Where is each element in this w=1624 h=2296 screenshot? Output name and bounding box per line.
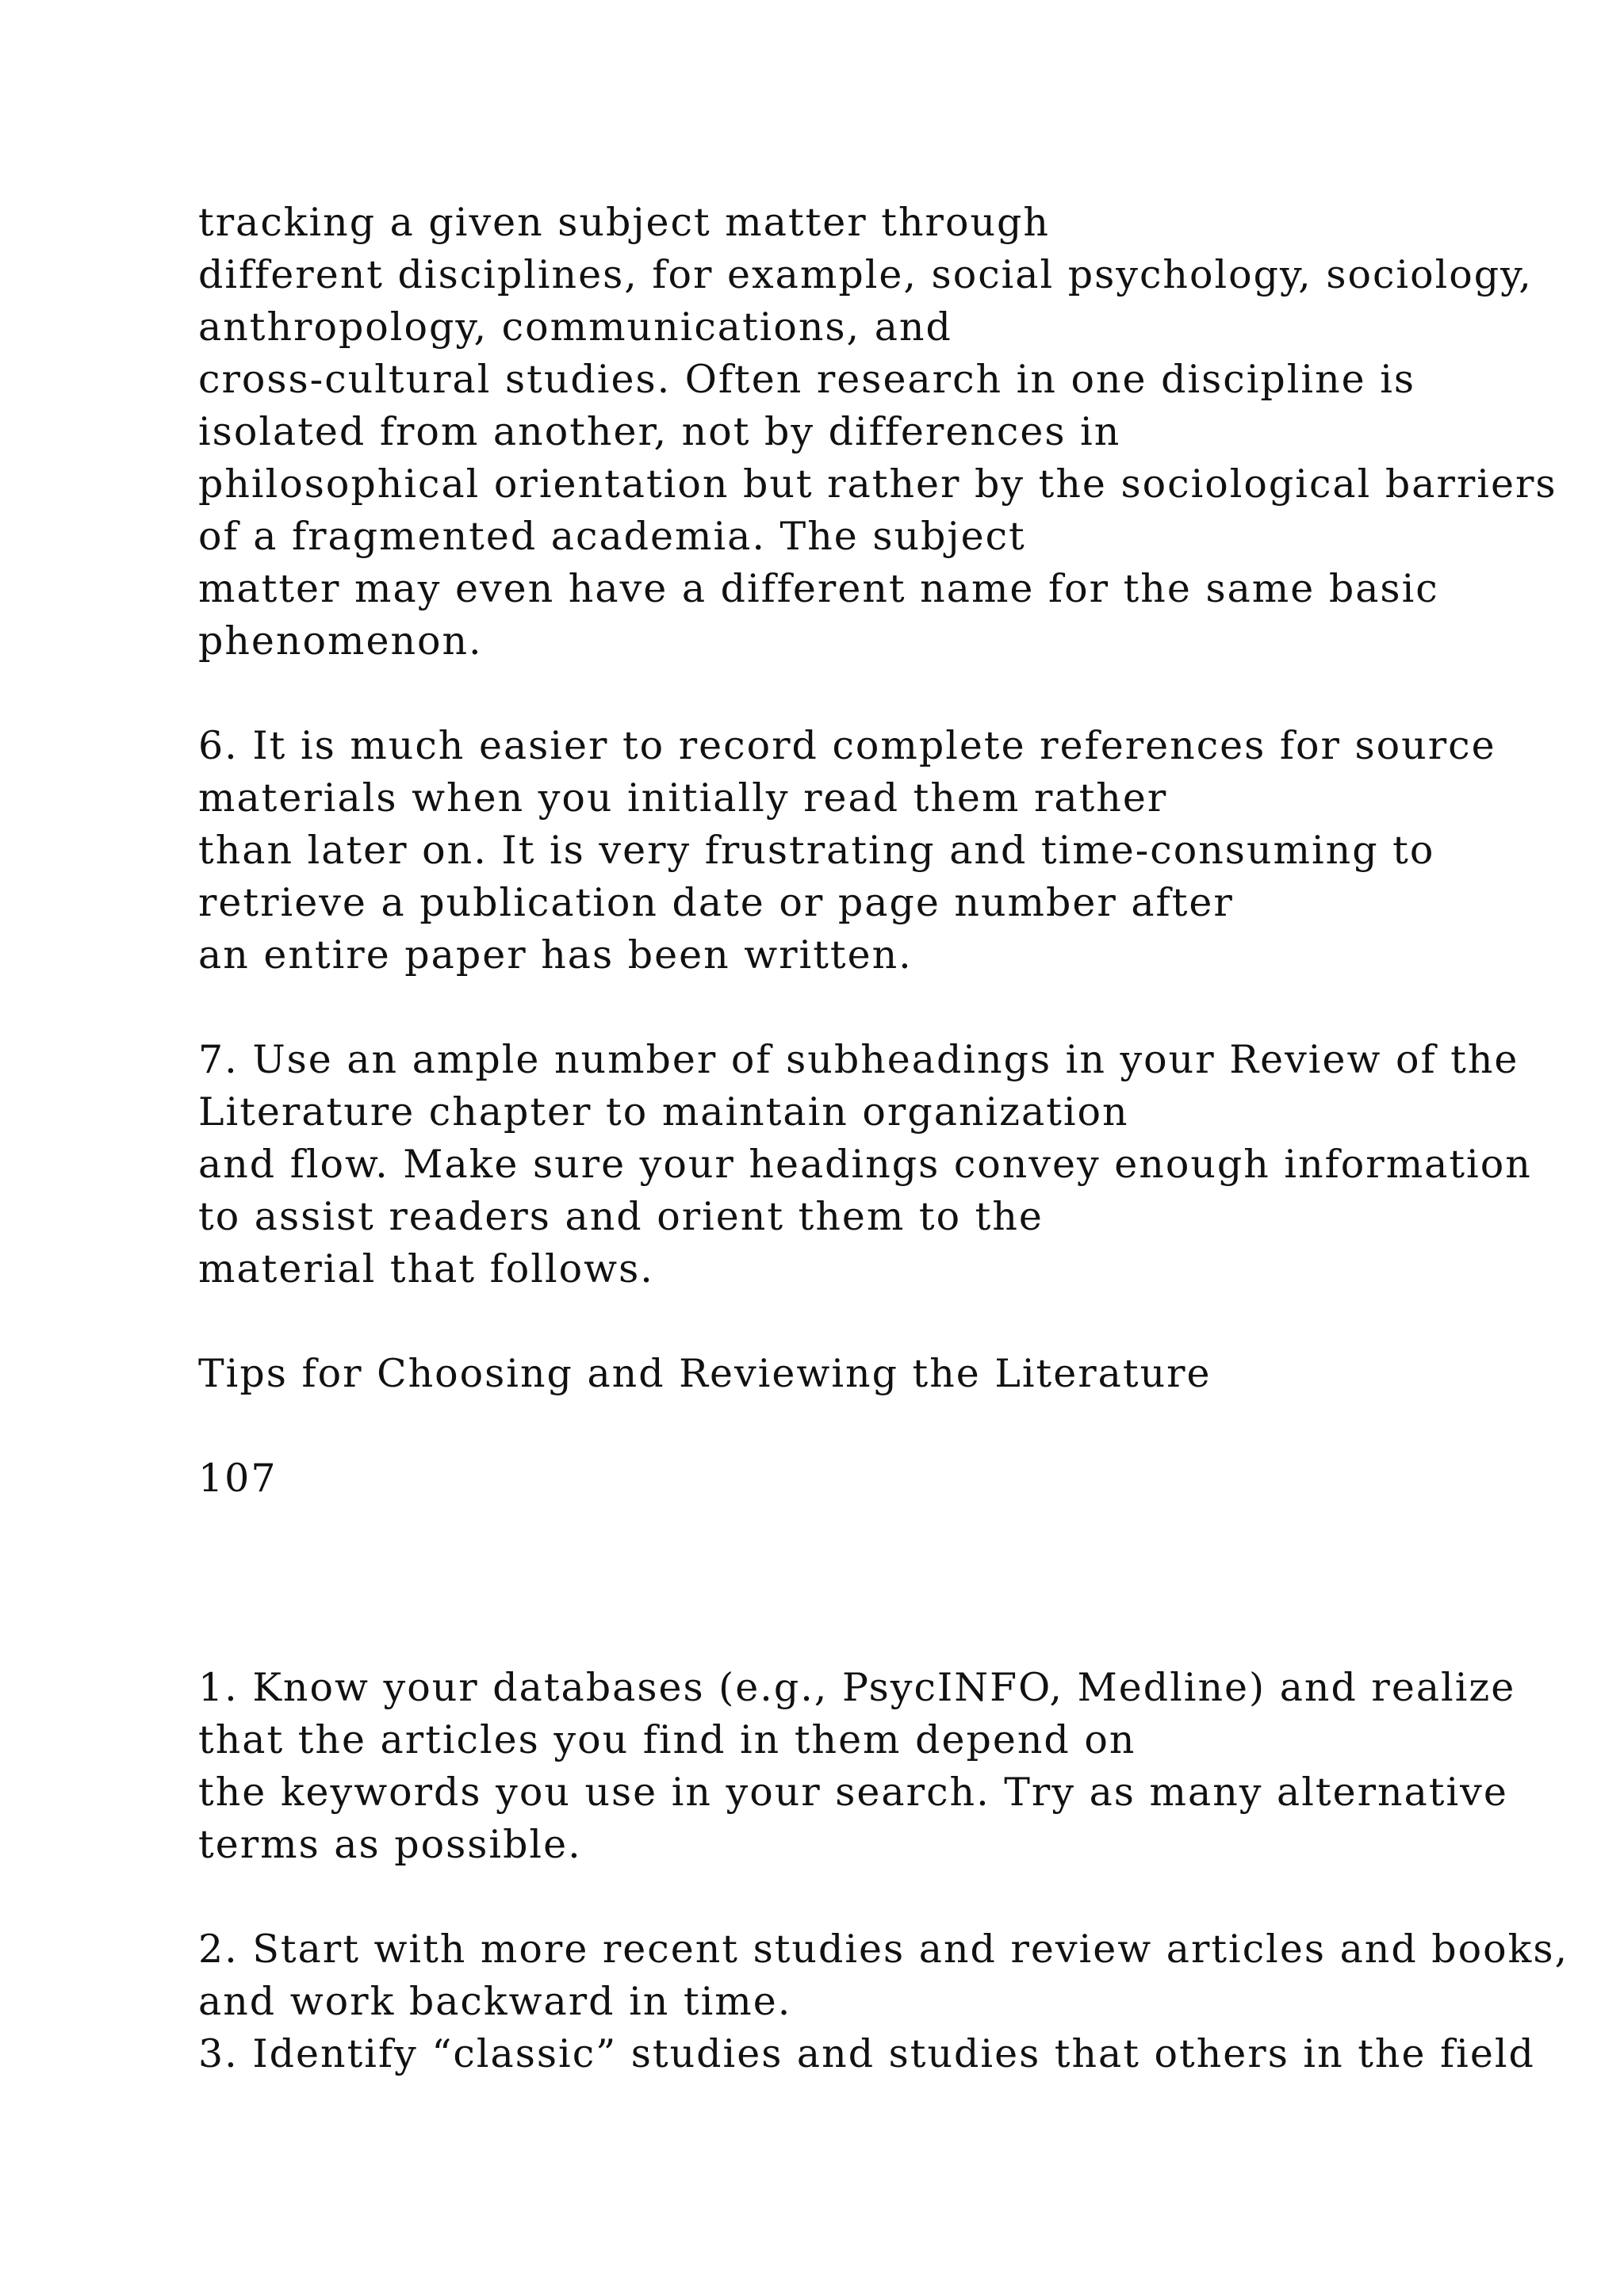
paragraph-spacer: [198, 982, 1594, 1034]
text-line: Literature chapter to maintain organization: [198, 1089, 1129, 1135]
paragraph-5-continued: [198, 197, 1594, 668]
text-line: and flow. Make sure your headings convey enough information: [198, 1142, 1532, 1187]
paragraph-spacer: [198, 1295, 1594, 1348]
text-line: to assist readers and orient them to the: [198, 1194, 1044, 1239]
text-line: 3. Identify “classic” studies and studies that others in the field: [198, 2031, 1535, 2076]
text-line: phenomenon.: [198, 618, 483, 664]
text-line: anthropology, communications, and: [198, 304, 952, 350]
text-line: materials when you initially read them rather: [198, 775, 1168, 821]
text-line: 2. Start with more recent studies and review articles and books,: [198, 1927, 1569, 1972]
text-line: the keywords you use in your search. Try as many alternative: [198, 1770, 1508, 1815]
text-line: an entire paper has been written.: [198, 932, 913, 978]
document-body: [198, 197, 1594, 2080]
text-line: 1. Know your databases (e.g., PsycINFO, Medline) and realize: [198, 1665, 1516, 1710]
paragraph-7: [198, 1034, 1594, 1295]
text-line: and work backward in time.: [198, 1979, 792, 2024]
text-line: than later on. It is very frustrating and time-consuming to: [198, 828, 1435, 873]
text-line: 7. Use an ample number of subheadings in your Review of the: [198, 1037, 1519, 1082]
text-line: material that follows.: [198, 1246, 654, 1292]
text-line: matter may even have a different name for the same basic: [198, 566, 1439, 611]
text-line: that the articles you find in them depend on: [198, 1717, 1136, 1762]
page-break-spacer: [198, 1505, 1594, 1662]
text-line: philosophical orientation but rather by the sociological barriers: [198, 461, 1557, 507]
section-heading: Tips for Choosing and Reviewing the Literature: [198, 1351, 1212, 1396]
paragraph-spacer: [198, 1871, 1594, 1923]
text-line: retrieve a publication date or page number after: [198, 880, 1234, 925]
text-line: 6. It is much easier to record complete references for source: [198, 723, 1496, 768]
paragraph-spacer: [198, 1400, 1594, 1452]
paragraph-6: [198, 720, 1594, 982]
text-line: cross-cultural studies. Often research in one discipline is: [198, 357, 1416, 402]
text-line: of a fragmented academia. The subject: [198, 514, 1026, 559]
paragraph-spacer: [198, 668, 1594, 720]
text-line: isolated from another, not by differences in: [198, 409, 1121, 454]
text-line: different disciplines, for example, social psychology, sociology,: [198, 252, 1533, 297]
tip-2: [198, 1923, 1594, 2028]
text-line: tracking a given subject matter through: [198, 200, 1050, 245]
tip-1: [198, 1662, 1594, 1871]
text-line: terms as possible.: [198, 1822, 582, 1867]
page-number: 107: [198, 1456, 278, 1501]
tip-3: [198, 2028, 1594, 2080]
